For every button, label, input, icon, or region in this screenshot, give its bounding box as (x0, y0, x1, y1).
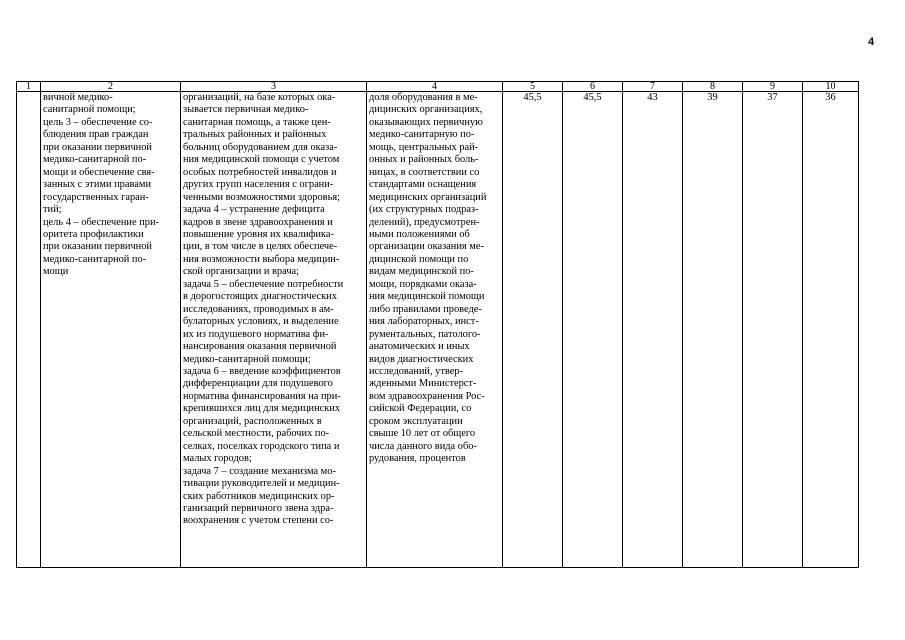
column-header-3: 3 (181, 82, 367, 92)
column-header-1: 1 (17, 82, 41, 92)
indicators-table (16, 81, 859, 568)
value-cell-6: 45,5 (563, 92, 623, 568)
column-header-2: 2 (41, 82, 181, 92)
indicator-cell: доля оборудования в ме- дицинских организациях, оказывающих первичную медико-санитарную по- мощь, центральных рай- онных и районных боль- ницах, в соответствии со стандартами оснащения медицинских организаций (их структурных подраз- делений), предусмотрен- ными положениями об организации оказания ме- дицинской помощи по видам медицинской по- мощи, порядками оказа- ния медицинской помощи либо правилами проведе- ния лабораторных, инст- рументальных, патолого- анатомических и иных видов диагностических исследований, утвер- жденными Министерст- вом здравоохранения Рос- сийской Федерации, со сроком эксплуатации свыше 10 лет от общего числа данного вида обо- рудования, процентов (367, 92, 503, 568)
header-row (17, 82, 859, 92)
row-number-cell (17, 92, 41, 568)
value-cell-10: 36 (803, 92, 859, 568)
page-number: 4 (868, 36, 875, 48)
value-cell-5: 45,5 (503, 92, 563, 568)
value-cell-9: 37 (743, 92, 803, 568)
table-row (17, 92, 859, 568)
value-cell-8: 39 (683, 92, 743, 568)
goals-cell: вичной медико- санитарной помощи; цель 3 – обеспечение со- блюдения прав граждан при оказании первичной медико-санитарной по- мощи и обеспечение свя- занных с этими правами государственных гаран- тий; цель 4 – обеспечение при- оритета профилактики при оказании первичной медико-санитарной по- мощи (41, 92, 181, 568)
column-header-10: 10 (803, 82, 859, 92)
column-header-8: 8 (683, 82, 743, 92)
column-header-5: 5 (503, 82, 563, 92)
column-header-7: 7 (623, 82, 683, 92)
tasks-cell: организаций, на базе которых ока- зывается первичная медико- санитарная помощь, а также цен- тральных районных и районных больниц оборудованием для оказа- ния медицинской помощи с учетом особых потребностей инвалидов и других групп населения с ограни- ченными возможностями здоровья; задача 4 – устранение дефицита кадров в звене здравоохранения и повышение уровня их квалифика- ции, в том числе в целях обеспече- ния возможности выбора медицин- ской организации и врача; задача 5 – обеспечение потребности в дорогостоящих диагностических исследованиях, проводимых в ам- булаторных условиях, и выделение их из подушевого норматива фи- нансирования оказания первичной медико-санитарной помощи; задача 6 – введение коэффициентов дифференциации для подушевого норматива финансирования на при- крепившихся лиц для медицинских организаций, расположенных в сельской местности, рабочих по- селках, поселках городского типа и малых городов; задача 7 – создание механизма мо- тивации руководителей и медицин- ских работников медицинских ор- ганизаций первичного звена здра- воохранения с учетом степени со- (181, 92, 367, 568)
column-header-4: 4 (367, 82, 503, 92)
column-header-9: 9 (743, 82, 803, 92)
value-cell-7: 43 (623, 92, 683, 568)
column-header-6: 6 (563, 82, 623, 92)
